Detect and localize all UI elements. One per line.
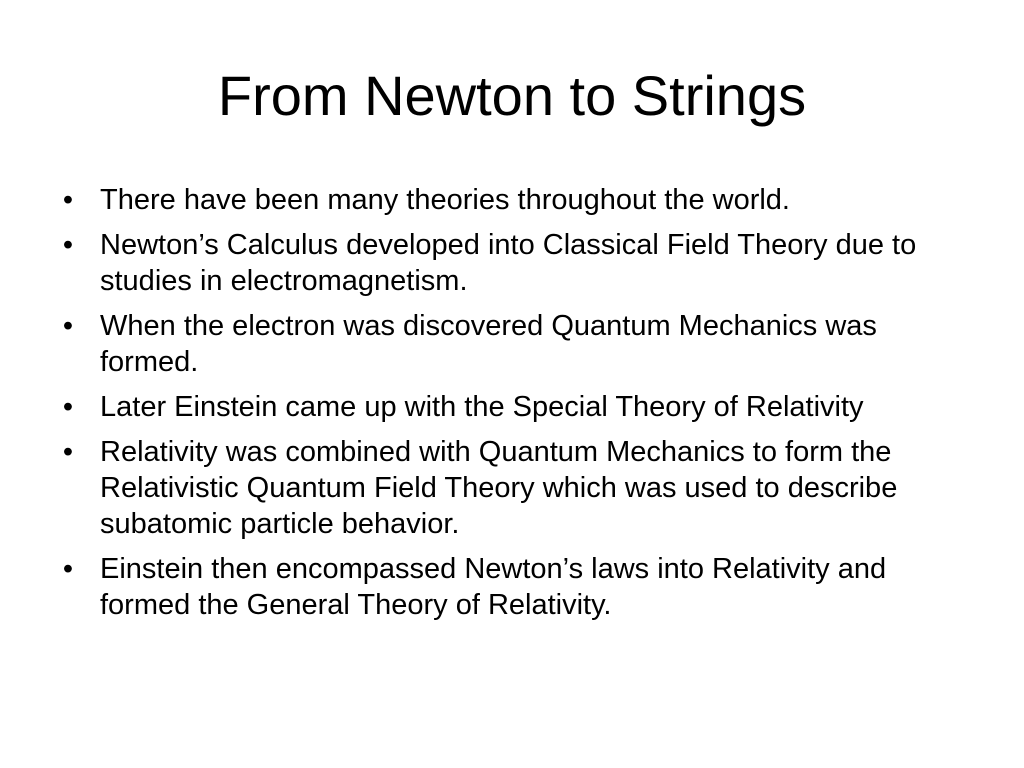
bullet-item-3 — [58, 308, 978, 380]
bullet-item-6 — [58, 551, 978, 623]
slide-title: From Newton to Strings — [217, 64, 807, 127]
bullet-text: Newton’s Calculus developed into Classical Field Theory due to studies in electromagnetism. — [100, 229, 917, 297]
bullet-item-1 — [58, 182, 978, 218]
bullet-icon: • — [62, 310, 74, 342]
bullet-text: Later Einstein came up with the Special Theory of Relativity — [100, 391, 864, 423]
bullet-text: When the electron was discovered Quantum Mechanics was formed. — [100, 310, 877, 378]
bullet-text: Relativity was combined with Quantum Mechanics to form the Relativistic Quantum Field Theory which was used to describe subatomic particle behavior. — [100, 436, 898, 540]
bullet-text: Einstein then encompassed Newton’s laws into Relativity and formed the General Theory of Relativity. — [100, 553, 887, 621]
bullet-icon: • — [62, 391, 74, 423]
bullet-icon: • — [62, 229, 74, 261]
bullet-item-5 — [58, 434, 978, 542]
bullet-icon: • — [62, 553, 74, 585]
bullet-list — [58, 182, 978, 632]
bullet-item-4 — [58, 389, 978, 425]
bullet-item-2 — [58, 227, 978, 299]
bullet-text: There have been many theories throughout the world. — [100, 184, 790, 216]
bullet-icon: • — [62, 184, 74, 216]
bullet-icon: • — [62, 436, 74, 468]
